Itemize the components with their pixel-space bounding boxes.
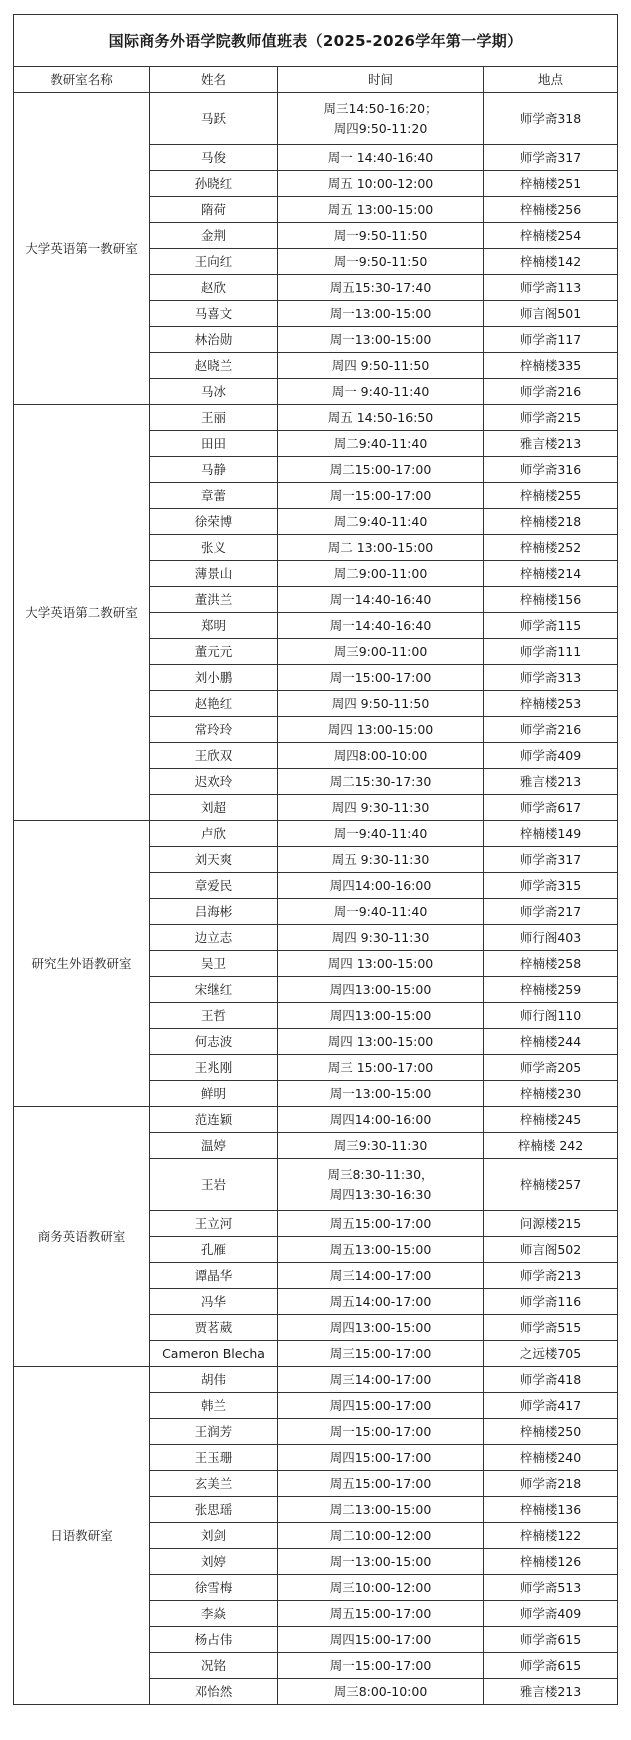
duty-time-line: 周四 9:30-11:30 — [331, 929, 430, 945]
location-cell: 梓楠楼253 — [484, 691, 618, 717]
location-cell: 梓楠楼258 — [484, 951, 618, 977]
location-cell: 师学斋113 — [484, 275, 618, 301]
duty-time-line: 周一15:00-17:00 — [329, 1423, 432, 1439]
location-cell: 雅言楼213 — [484, 769, 618, 795]
duty-time-line: 周五15:30-17:40 — [329, 279, 432, 295]
duty-time-cell — [278, 1107, 484, 1133]
teacher-name-cell: 鲜明 — [150, 1081, 278, 1107]
location-cell: 问源楼215 — [484, 1211, 618, 1237]
duty-time-line: 周二13:00-15:00 — [329, 1501, 432, 1517]
duty-time-line: 周二15:30-17:30 — [329, 773, 432, 789]
teacher-name-cell: 刘天爽 — [150, 847, 278, 873]
duty-time-line: 周五14:00-17:00 — [329, 1293, 432, 1309]
duty-time-cell — [278, 1133, 484, 1159]
duty-time-line: 周三14:00-17:00 — [329, 1371, 432, 1387]
location-cell: 师学斋213 — [484, 1263, 618, 1289]
location-cell: 师学斋317 — [484, 847, 618, 873]
duty-time-line: 周五15:00-17:00 — [329, 1215, 432, 1231]
teacher-name-cell: 王立河 — [150, 1211, 278, 1237]
teacher-name-cell: Cameron Blecha — [150, 1341, 278, 1367]
location-cell: 之远楼705 — [484, 1341, 618, 1367]
duty-time-line: 周一9:50-11:50 — [333, 227, 428, 243]
location-cell: 师学斋313 — [484, 665, 618, 691]
duty-time-line: 周一13:00-15:00 — [329, 305, 432, 321]
location-cell: 师学斋615 — [484, 1627, 618, 1653]
duty-time-line: 周一15:00-17:00 — [329, 1657, 432, 1673]
location-cell: 师学斋216 — [484, 379, 618, 405]
teacher-name-cell: 谭晶华 — [150, 1263, 278, 1289]
duty-time-cell — [278, 1237, 484, 1263]
duty-time-cell — [278, 691, 484, 717]
duty-time-line: 周四 9:30-11:30 — [331, 799, 430, 815]
teacher-name-cell: 张思瑶 — [150, 1497, 278, 1523]
duty-time-line: 周一9:40-11:40 — [333, 825, 428, 841]
teacher-name-cell: 王岩 — [150, 1159, 278, 1211]
teacher-name-cell: 金荆 — [150, 223, 278, 249]
teacher-name-cell: 董洪兰 — [150, 587, 278, 613]
teacher-name-cell: 董元元 — [150, 639, 278, 665]
location-cell: 梓楠楼335 — [484, 353, 618, 379]
location-cell: 师行阁110 — [484, 1003, 618, 1029]
teacher-name-cell: 韩兰 — [150, 1393, 278, 1419]
duty-time-line: 周五13:00-15:00 — [329, 1241, 432, 1257]
duty-time-line: 周三 15:00-17:00 — [327, 1059, 434, 1075]
duty-time-line: 周一 14:40-16:40 — [327, 149, 434, 165]
teacher-name-cell: 边立志 — [150, 925, 278, 951]
dept-cell: 大学英语第二教研室 — [14, 405, 150, 821]
header-name: 姓名 — [150, 67, 278, 93]
duty-time-cell — [278, 1393, 484, 1419]
teacher-name-cell: 宋继红 — [150, 977, 278, 1003]
duty-time-line: 周三8:00-10:00 — [333, 1683, 428, 1699]
duty-schedule-table — [13, 14, 618, 1705]
duty-time-cell — [278, 1445, 484, 1471]
teacher-name-cell: 赵艳红 — [150, 691, 278, 717]
header-dept: 教研室名称 — [14, 67, 150, 93]
duty-time-line: 周二9:40-11:40 — [333, 435, 428, 451]
duty-time-cell — [278, 1419, 484, 1445]
teacher-name-cell: 迟欢玲 — [150, 769, 278, 795]
duty-time-cell — [278, 379, 484, 405]
location-cell: 梓楠楼149 — [484, 821, 618, 847]
duty-time-line: 周一13:00-15:00 — [329, 1085, 432, 1101]
header-row — [14, 67, 618, 93]
location-cell: 梓楠楼156 — [484, 587, 618, 613]
duty-time-cell — [278, 1211, 484, 1237]
teacher-name-cell: 章蕾 — [150, 483, 278, 509]
duty-time-cell — [278, 249, 484, 275]
duty-time-line: 周四13:30-16:30 — [329, 1186, 432, 1202]
duty-time-line: 周五 14:50-16:50 — [327, 409, 434, 425]
location-cell: 师学斋111 — [484, 639, 618, 665]
duty-time-line: 周五15:00-17:00 — [329, 1605, 432, 1621]
duty-time-line: 周一14:40-16:40 — [329, 591, 432, 607]
duty-time-cell — [278, 457, 484, 483]
teacher-name-cell: 郑明 — [150, 613, 278, 639]
location-cell: 师学斋318 — [484, 93, 618, 145]
teacher-name-cell: 王向红 — [150, 249, 278, 275]
location-cell: 梓楠楼257 — [484, 1159, 618, 1211]
duty-time-cell — [278, 899, 484, 925]
location-cell: 梓楠楼255 — [484, 483, 618, 509]
duty-time-line: 周四 9:50-11:50 — [331, 357, 430, 373]
duty-time-cell — [278, 509, 484, 535]
duty-time-line: 周一13:00-15:00 — [329, 331, 432, 347]
duty-time-cell — [278, 1029, 484, 1055]
duty-time-cell — [278, 483, 484, 509]
duty-time-line: 周五15:00-17:00 — [329, 1475, 432, 1491]
duty-time-cell — [278, 1315, 484, 1341]
duty-time-cell — [278, 1601, 484, 1627]
location-cell: 师言阁502 — [484, 1237, 618, 1263]
duty-time-cell — [278, 1003, 484, 1029]
teacher-name-cell: 刘小鹏 — [150, 665, 278, 691]
teacher-name-cell: 王兆刚 — [150, 1055, 278, 1081]
location-cell: 师学斋217 — [484, 899, 618, 925]
teacher-name-cell: 徐荣博 — [150, 509, 278, 535]
duty-time-cell — [278, 1289, 484, 1315]
location-cell: 梓楠楼218 — [484, 509, 618, 535]
duty-time-line: 周四15:00-17:00 — [329, 1397, 432, 1413]
location-cell: 师学斋417 — [484, 1393, 618, 1419]
location-cell: 师言阁501 — [484, 301, 618, 327]
teacher-name-cell: 马跃 — [150, 93, 278, 145]
teacher-name-cell: 贾茗葳 — [150, 1315, 278, 1341]
duty-time-line: 周二 13:00-15:00 — [327, 539, 434, 555]
duty-time-cell — [278, 327, 484, 353]
location-cell: 师学斋316 — [484, 457, 618, 483]
location-cell: 梓楠楼252 — [484, 535, 618, 561]
teacher-name-cell: 吴卫 — [150, 951, 278, 977]
location-cell: 师学斋617 — [484, 795, 618, 821]
teacher-name-cell: 温婷 — [150, 1133, 278, 1159]
duty-time-line: 周四14:00-16:00 — [329, 877, 432, 893]
duty-time-line: 周一9:50-11:50 — [333, 253, 428, 269]
duty-time-line: 周四 13:00-15:00 — [327, 955, 434, 971]
duty-time-cell — [278, 223, 484, 249]
table-row — [14, 1107, 618, 1133]
location-cell: 师学斋418 — [484, 1367, 618, 1393]
duty-time-cell — [278, 951, 484, 977]
duty-time-line: 周四13:00-15:00 — [329, 981, 432, 997]
location-cell: 师学斋317 — [484, 145, 618, 171]
teacher-name-cell: 况铭 — [150, 1653, 278, 1679]
location-cell: 雅言楼213 — [484, 1679, 618, 1705]
duty-time-line: 周二10:00-12:00 — [329, 1527, 432, 1543]
duty-time-cell — [278, 431, 484, 457]
duty-time-cell — [278, 587, 484, 613]
teacher-name-cell: 王润芳 — [150, 1419, 278, 1445]
schedule-body — [14, 93, 618, 1705]
location-cell: 梓楠楼 242 — [484, 1133, 618, 1159]
header-time: 时间 — [278, 67, 484, 93]
duty-time-line: 周四15:00-17:00 — [329, 1449, 432, 1465]
duty-time-line: 周一9:40-11:40 — [333, 903, 428, 919]
location-cell: 师学斋216 — [484, 717, 618, 743]
duty-time-line: 周三9:30-11:30 — [333, 1137, 428, 1153]
location-cell: 梓楠楼244 — [484, 1029, 618, 1055]
location-cell: 师学斋513 — [484, 1575, 618, 1601]
teacher-name-cell: 王玉珊 — [150, 1445, 278, 1471]
duty-time-line: 周三8:30-11:30， — [327, 1166, 434, 1182]
location-cell: 梓楠楼240 — [484, 1445, 618, 1471]
duty-time-cell — [278, 613, 484, 639]
teacher-name-cell: 王欣双 — [150, 743, 278, 769]
location-cell: 梓楠楼254 — [484, 223, 618, 249]
location-cell: 梓楠楼250 — [484, 1419, 618, 1445]
duty-time-cell — [278, 717, 484, 743]
location-cell: 师学斋615 — [484, 1653, 618, 1679]
duty-time-line: 周五 10:00-12:00 — [327, 175, 434, 191]
duty-time-cell — [278, 405, 484, 431]
teacher-name-cell: 玄美兰 — [150, 1471, 278, 1497]
teacher-name-cell: 林治勋 — [150, 327, 278, 353]
duty-time-line: 周一15:00-17:00 — [329, 487, 432, 503]
duty-time-cell — [278, 1159, 484, 1211]
teacher-name-cell: 马冰 — [150, 379, 278, 405]
table-title: 国际商务外语学院教师值班表（2025-2026学年第一学期） — [14, 15, 618, 67]
duty-time-cell — [278, 1549, 484, 1575]
location-cell: 师行阁403 — [484, 925, 618, 951]
teacher-name-cell: 冯华 — [150, 1289, 278, 1315]
duty-time-line: 周三9:00-11:00 — [333, 643, 428, 659]
duty-time-cell — [278, 1575, 484, 1601]
teacher-name-cell: 常玲玲 — [150, 717, 278, 743]
teacher-name-cell: 章爱民 — [150, 873, 278, 899]
teacher-name-cell: 田田 — [150, 431, 278, 457]
teacher-name-cell: 王哲 — [150, 1003, 278, 1029]
duty-time-line: 周三14:00-17:00 — [329, 1267, 432, 1283]
location-cell: 师学斋215 — [484, 405, 618, 431]
duty-time-line: 周一13:00-15:00 — [329, 1553, 432, 1569]
location-cell: 师学斋218 — [484, 1471, 618, 1497]
duty-time-line: 周三10:00-12:00 — [329, 1579, 432, 1595]
teacher-name-cell: 吕海彬 — [150, 899, 278, 925]
duty-time-cell — [278, 1523, 484, 1549]
location-cell: 师学斋116 — [484, 1289, 618, 1315]
duty-time-cell — [278, 301, 484, 327]
location-cell: 雅言楼213 — [484, 431, 618, 457]
location-cell: 师学斋515 — [484, 1315, 618, 1341]
location-cell: 梓楠楼136 — [484, 1497, 618, 1523]
dept-cell: 大学英语第一教研室 — [14, 93, 150, 405]
table-row — [14, 1367, 618, 1393]
duty-time-cell — [278, 1055, 484, 1081]
duty-time-line: 周五 13:00-15:00 — [327, 201, 434, 217]
table-row — [14, 821, 618, 847]
teacher-name-cell: 隋荷 — [150, 197, 278, 223]
duty-time-cell — [278, 1627, 484, 1653]
teacher-name-cell: 邓怡然 — [150, 1679, 278, 1705]
teacher-name-cell: 杨占伟 — [150, 1627, 278, 1653]
location-cell: 梓楠楼230 — [484, 1081, 618, 1107]
title-row — [14, 15, 618, 67]
teacher-name-cell: 孔雁 — [150, 1237, 278, 1263]
location-cell: 师学斋115 — [484, 613, 618, 639]
teacher-name-cell: 范连颖 — [150, 1107, 278, 1133]
duty-time-line: 周一14:40-16:40 — [329, 617, 432, 633]
teacher-name-cell: 何志波 — [150, 1029, 278, 1055]
table-row — [14, 93, 618, 145]
location-cell: 梓楠楼122 — [484, 1523, 618, 1549]
duty-time-line: 周二9:40-11:40 — [333, 513, 428, 529]
duty-time-cell — [278, 1081, 484, 1107]
location-cell: 师学斋409 — [484, 743, 618, 769]
duty-time-cell — [278, 197, 484, 223]
duty-time-line: 周三14:50-16:20； — [323, 100, 438, 116]
duty-time-cell — [278, 743, 484, 769]
duty-time-cell — [278, 353, 484, 379]
duty-time-line: 周一 9:40-11:40 — [331, 383, 430, 399]
teacher-name-cell: 李焱 — [150, 1601, 278, 1627]
duty-time-cell — [278, 847, 484, 873]
dept-cell: 日语教研室 — [14, 1367, 150, 1705]
teacher-name-cell: 薄景山 — [150, 561, 278, 587]
teacher-name-cell: 刘婷 — [150, 1549, 278, 1575]
teacher-name-cell: 卢欣 — [150, 821, 278, 847]
duty-time-cell — [278, 561, 484, 587]
duty-time-line: 周四13:00-15:00 — [329, 1007, 432, 1023]
duty-time-line: 周一15:00-17:00 — [329, 669, 432, 685]
teacher-name-cell: 赵晓兰 — [150, 353, 278, 379]
duty-time-cell — [278, 1497, 484, 1523]
location-cell: 师学斋117 — [484, 327, 618, 353]
duty-time-cell — [278, 1471, 484, 1497]
duty-time-cell — [278, 93, 484, 145]
teacher-name-cell: 马喜文 — [150, 301, 278, 327]
duty-time-cell — [278, 795, 484, 821]
duty-time-line: 周二9:00-11:00 — [333, 565, 428, 581]
location-cell: 梓楠楼251 — [484, 171, 618, 197]
duty-time-cell — [278, 1367, 484, 1393]
teacher-name-cell: 马静 — [150, 457, 278, 483]
teacher-name-cell: 徐雪梅 — [150, 1575, 278, 1601]
duty-time-cell — [278, 145, 484, 171]
location-cell: 梓楠楼245 — [484, 1107, 618, 1133]
location-cell: 梓楠楼256 — [484, 197, 618, 223]
duty-time-cell — [278, 977, 484, 1003]
duty-time-cell — [278, 925, 484, 951]
location-cell: 师学斋315 — [484, 873, 618, 899]
duty-time-cell — [278, 873, 484, 899]
teacher-name-cell: 马俊 — [150, 145, 278, 171]
duty-time-line: 周四 9:50-11:50 — [331, 695, 430, 711]
teacher-name-cell: 刘剑 — [150, 1523, 278, 1549]
duty-time-line: 周三15:00-17:00 — [329, 1345, 432, 1361]
duty-time-cell — [278, 665, 484, 691]
duty-time-cell — [278, 535, 484, 561]
duty-time-line: 周四8:00-10:00 — [333, 747, 428, 763]
teacher-name-cell: 赵欣 — [150, 275, 278, 301]
table-row — [14, 405, 618, 431]
teacher-name-cell: 胡伟 — [150, 1367, 278, 1393]
duty-time-cell — [278, 769, 484, 795]
location-cell: 师学斋205 — [484, 1055, 618, 1081]
duty-time-cell — [278, 821, 484, 847]
duty-time-line: 周四13:00-15:00 — [329, 1319, 432, 1335]
teacher-name-cell: 刘超 — [150, 795, 278, 821]
duty-schedule-sheet — [13, 14, 617, 1705]
duty-time-cell — [278, 171, 484, 197]
duty-time-line: 周五 9:30-11:30 — [331, 851, 430, 867]
duty-time-line: 周四15:00-17:00 — [329, 1631, 432, 1647]
location-cell: 师学斋409 — [484, 1601, 618, 1627]
location-cell: 梓楠楼142 — [484, 249, 618, 275]
location-cell: 梓楠楼214 — [484, 561, 618, 587]
duty-time-cell — [278, 1341, 484, 1367]
duty-time-line: 周四 13:00-15:00 — [327, 1033, 434, 1049]
duty-time-cell — [278, 1679, 484, 1705]
duty-time-line: 周四 13:00-15:00 — [327, 721, 434, 737]
duty-time-cell — [278, 275, 484, 301]
teacher-name-cell: 王丽 — [150, 405, 278, 431]
location-cell: 梓楠楼126 — [484, 1549, 618, 1575]
duty-time-cell — [278, 1263, 484, 1289]
teacher-name-cell: 张义 — [150, 535, 278, 561]
duty-time-line: 周四14:00-16:00 — [329, 1111, 432, 1127]
duty-time-line: 周二15:00-17:00 — [329, 461, 432, 477]
duty-time-line: 周四9:50-11:20 — [333, 120, 428, 136]
duty-time-cell — [278, 639, 484, 665]
location-cell: 梓楠楼259 — [484, 977, 618, 1003]
dept-cell: 商务英语教研室 — [14, 1107, 150, 1367]
teacher-name-cell: 孙晓红 — [150, 171, 278, 197]
dept-cell: 研究生外语教研室 — [14, 821, 150, 1107]
duty-time-cell — [278, 1653, 484, 1679]
header-place: 地点 — [484, 67, 618, 93]
